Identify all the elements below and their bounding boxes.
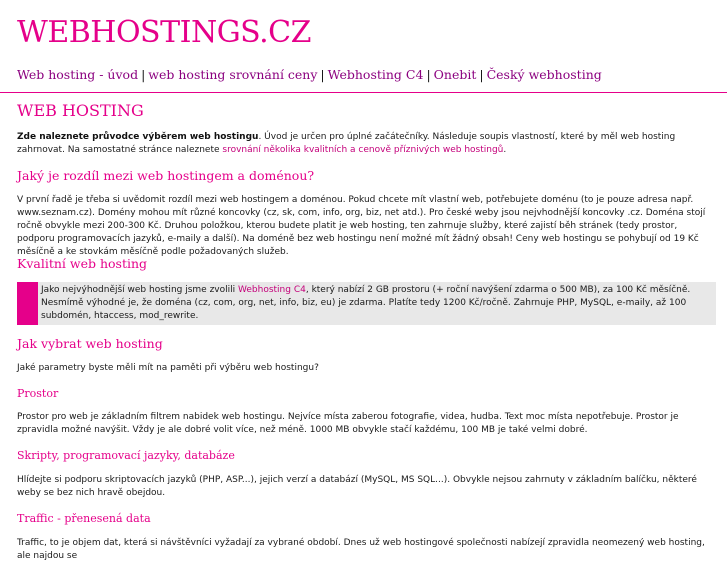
page-heading: WEB HOSTING	[17, 101, 144, 120]
nav-separator: |	[479, 67, 484, 82]
nav-separator: |	[320, 67, 325, 82]
nav-link-price-comparison[interactable]: web hosting srovnání ceny	[148, 67, 318, 82]
quality-section-heading: Kvalitní web hosting	[17, 256, 148, 271]
intro-paragraph	[17, 131, 712, 157]
highlight-text-start: Jako nejvýhodnější web hosting jsme zvolili	[41, 285, 238, 295]
webhosting-c4-link[interactable]: Webhosting C4	[238, 285, 306, 295]
site-title[interactable]: WEBHOSTINGS.CZ	[17, 15, 311, 50]
highlight-text-end: , který nabízí 2 GB prostoru (+ roční navýšení zdarma o 500 MB), za 100 Kč měsíčně. Nesmímě výhodné je, že doména (cz, com, org, net, info, biz, eu) je zdarma. Platíte tedy 1200 Kč/ročně. Zahrnuje PHP, MySQL, e-maily, až 100 subdomén, htaccess, mod_rewrite.	[41, 285, 691, 321]
nav-link-onebit[interactable]: Onebit	[433, 67, 477, 82]
scripts-section-heading: Skripty, programovací jazyky, databáze	[17, 449, 235, 462]
nav-separator: |	[141, 67, 146, 82]
highlight-box	[17, 282, 716, 325]
intro-text-end: .	[503, 145, 507, 155]
space-section-text: Prostor pro web je základním filtrem nabidek web hostingu. Nejvíce místa zaberou fotografie, videa, hudba. Text moc místa nepotřebuje. Prostor je zpravidla možné navýšit. Vždy je ale dobré volit více, než méně. 1000 MB obvykle stačí každému, 100 MB je také velmi dobré.	[17, 412, 679, 435]
nav-link-webhosting-c4[interactable]: Webhosting C4	[327, 67, 424, 82]
traffic-section-text: Traffic, to je objem dat, která si návštěvníci vyžadají za vybrané období. Dnes už web hostingové společnosti nabízejí zpravidla neomezený web hosting, ale najdou se	[17, 538, 705, 561]
highlight-box-text	[41, 284, 711, 323]
choose-section-text: Jaké parametry byste měli mít na paměti při výběru web hostingu?	[17, 363, 319, 373]
nav-link-intro[interactable]: Web hosting - úvod	[17, 67, 139, 82]
highlight-box-accent	[17, 282, 38, 325]
domain-section-heading: Jaký je rozdíl mezi web hostingem a doménou?	[17, 168, 315, 183]
nav-separator: |	[426, 67, 431, 82]
intro-text: . Úvod je určen pro úplné začátečníky. Následuje soupis vlastností, které by měl web hosting zahrnovat. Na samostatné stránce naleznete	[17, 132, 676, 155]
domain-section-text: V první řadě je třeba si uvědomit rozdíl mezi web hostingem a doménou. Pokud chcete mít vlastní web, potřebujete doménu (to je pouze adresa např. www.seznam.cz). Domény mohou mít různé koncovky (cz, sk, com, info, org, biz, net atd.). Pro české weby jsou nejvhodnější koncovky .cz. Doména stojí ročně obvykle mezi 200-300 Kč. Druhou položkou, kterou budete platit je web hosting, ten zahrnuje služby, které zajistí běh stránek (tedy prostor, podporu programovacích jazyků, e-maily a další). Na doméně bez web hostingu není možné mít žádný obsah! Ceny web hostingu se pohybují od 19 Kč měsíčně a ke stovkám měsíčně podle požadovaných služeb.	[17, 195, 706, 257]
traffic-section-heading: Traffic - přenesená data	[17, 512, 151, 525]
intro-bold-text: Zde naleznete průvodce výběrem web hostingu	[17, 132, 259, 142]
space-section-heading: Prostor	[17, 387, 59, 400]
comparison-link[interactable]: srovnání několika kvalitních a cenově příznivých web hostingů	[222, 145, 504, 155]
choose-section-heading: Jak vybrat web hosting	[17, 336, 163, 351]
header-divider	[0, 92, 727, 93]
scripts-section-text: Hlídejte si podporu skriptovacích jazyků (PHP, ASP...), jejich verzí a databází (MySQL, MS SQL...). Obvykle nejsou zahrnuty v základním balíčku, některé weby se bez nich hravě obejdou.	[17, 475, 697, 498]
main-nav	[17, 66, 602, 84]
nav-link-czech-webhosting[interactable]: Český webhosting	[486, 67, 602, 82]
